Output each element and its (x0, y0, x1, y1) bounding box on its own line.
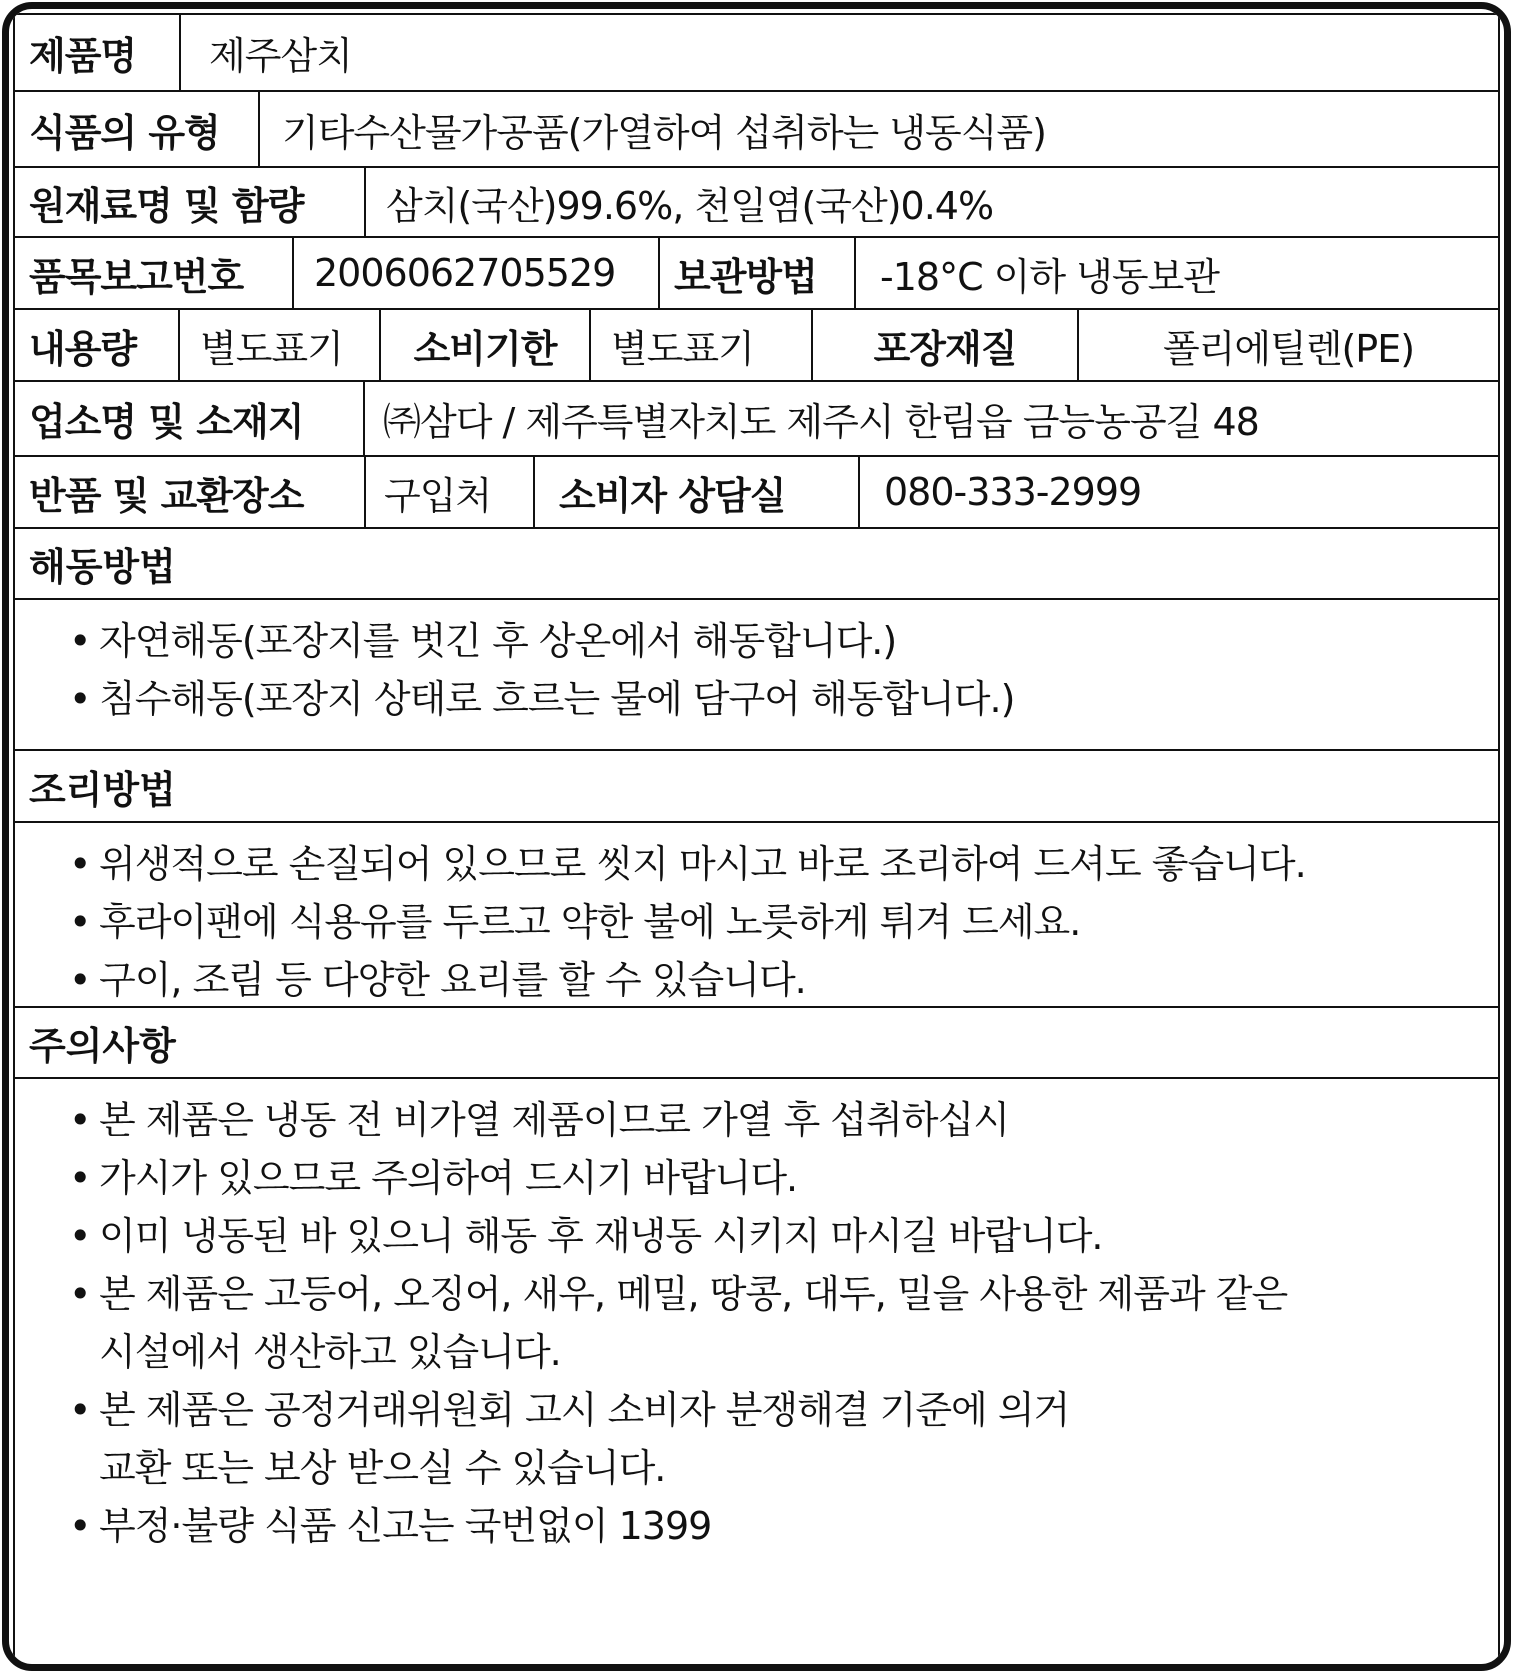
packaging-value: 폴리에틸렌(PE) (1077, 310, 1498, 380)
list-item-text: 침수해동(포장지 상태로 흐르는 물에 담구어 해동합니다.) (99, 677, 1015, 721)
ingredients-label: 원재료명 및 함량 (29, 183, 304, 228)
bullet-icon: • (69, 958, 91, 1002)
list-item-text: 구이, 조림 등 다양한 요리를 할 수 있습니다. (99, 958, 806, 1002)
storage-value: -18°C 이하 냉동보관 (854, 238, 1498, 308)
thawing-title: 해동방법 (13, 527, 1500, 600)
list-item-text: 본 제품은 고등어, 오징어, 새우, 메밀, 땅콩, 대두, 밀을 사용한 제품과 같은 시설에서 생산하고 있습니다. (99, 1272, 1288, 1374)
bullet-icon: • (69, 1214, 91, 1258)
report-number-label: 품목보고번호 (29, 254, 244, 299)
ingredients-value: 삼치(국산)99.6%, 천일염(국산)0.4% (364, 168, 1498, 236)
list-item (15, 1091, 1498, 1149)
cooking-list (13, 821, 1500, 1008)
report-number-value: 2006062705529 (292, 238, 658, 308)
list-item (15, 1381, 1498, 1497)
row-amount-expiry-packaging (13, 308, 1500, 382)
row-product-name (13, 13, 1500, 92)
bullet-icon: • (69, 619, 91, 663)
returns-value: 구입처 (364, 457, 533, 527)
list-item-text: 본 제품은 공정거래위원회 고시 소비자 분쟁해결 기준에 의거 교환 또는 보상 받으실 수 있습니다. (99, 1388, 1070, 1490)
bullet-icon: • (69, 1272, 91, 1316)
food-type-label: 식품의 유형 (29, 110, 220, 155)
list-item-text: 자연해동(포장지를 벗긴 후 상온에서 해동합니다.) (99, 619, 897, 663)
list-item-text: 가시가 있으므로 주의하여 드시기 바랍니다. (99, 1156, 798, 1200)
expiry-value: 별도표기 (589, 310, 811, 380)
list-item (15, 893, 1498, 951)
row-food-type (13, 90, 1500, 168)
list-item (15, 1497, 1498, 1555)
list-item-text: 이미 냉동된 바 있으니 해동 후 재냉동 시키지 마시길 바랍니다. (99, 1214, 1103, 1258)
manufacturer-value: ㈜삼다 / 제주특별자치도 제주시 한림읍 금능농공길 48 (363, 382, 1498, 455)
row-manufacturer (13, 380, 1500, 457)
bullet-icon: • (69, 900, 91, 944)
list-item (15, 1207, 1498, 1265)
list-item-text: 본 제품은 냉동 전 비가열 제품이므로 가열 후 섭취하십시 (99, 1098, 1009, 1142)
list-item-text: 부정·불량 식품 신고는 국번없이 1399 (99, 1504, 712, 1548)
row-report-storage (13, 236, 1500, 310)
food-label-card (2, 2, 1511, 1671)
cautions-title: 주의사항 (13, 1006, 1500, 1079)
bullet-icon: • (69, 1156, 91, 1200)
content-amount-label: 내용량 (29, 326, 137, 371)
list-item (15, 670, 1498, 728)
consumer-center-value: 080-333-2999 (858, 457, 1498, 527)
expiry-label: 소비기한 (379, 310, 589, 380)
product-name-label: 제품명 (29, 34, 137, 78)
bullet-icon: • (69, 1388, 91, 1432)
list-item (15, 1149, 1498, 1207)
consumer-center-label: 소비자 상담실 (533, 457, 858, 527)
list-item (15, 835, 1498, 893)
content-amount-value: 별도표기 (178, 310, 379, 380)
list-item (15, 951, 1498, 1009)
list-item-text: 위생적으로 손질되어 있으므로 씻지 마시고 바로 조리하여 드셔도 좋습니다. (99, 842, 1306, 886)
bullet-icon: • (69, 1098, 91, 1142)
bullet-icon: • (69, 1504, 91, 1548)
cautions-list (13, 1077, 1500, 1662)
bullet-icon: • (69, 677, 91, 721)
bullet-icon: • (69, 842, 91, 886)
storage-label: 보관방법 (658, 238, 854, 308)
product-name-value: 제주삼치 (179, 15, 1498, 90)
packaging-label: 포장재질 (811, 310, 1077, 380)
manufacturer-label: 업소명 및 소재지 (29, 400, 304, 444)
cooking-title: 조리방법 (13, 749, 1500, 823)
list-item (15, 612, 1498, 670)
list-item-text: 후라이팬에 식용유를 두르고 약한 불에 노릇하게 튀겨 드세요. (99, 900, 1081, 944)
row-returns-consumer (13, 455, 1500, 529)
returns-label: 반품 및 교환장소 (29, 473, 304, 518)
thawing-list (13, 598, 1500, 751)
row-ingredients (13, 166, 1500, 238)
food-type-value: 기타수산물가공품(가열하여 섭취하는 냉동식품) (258, 92, 1498, 166)
list-item (15, 1265, 1498, 1381)
